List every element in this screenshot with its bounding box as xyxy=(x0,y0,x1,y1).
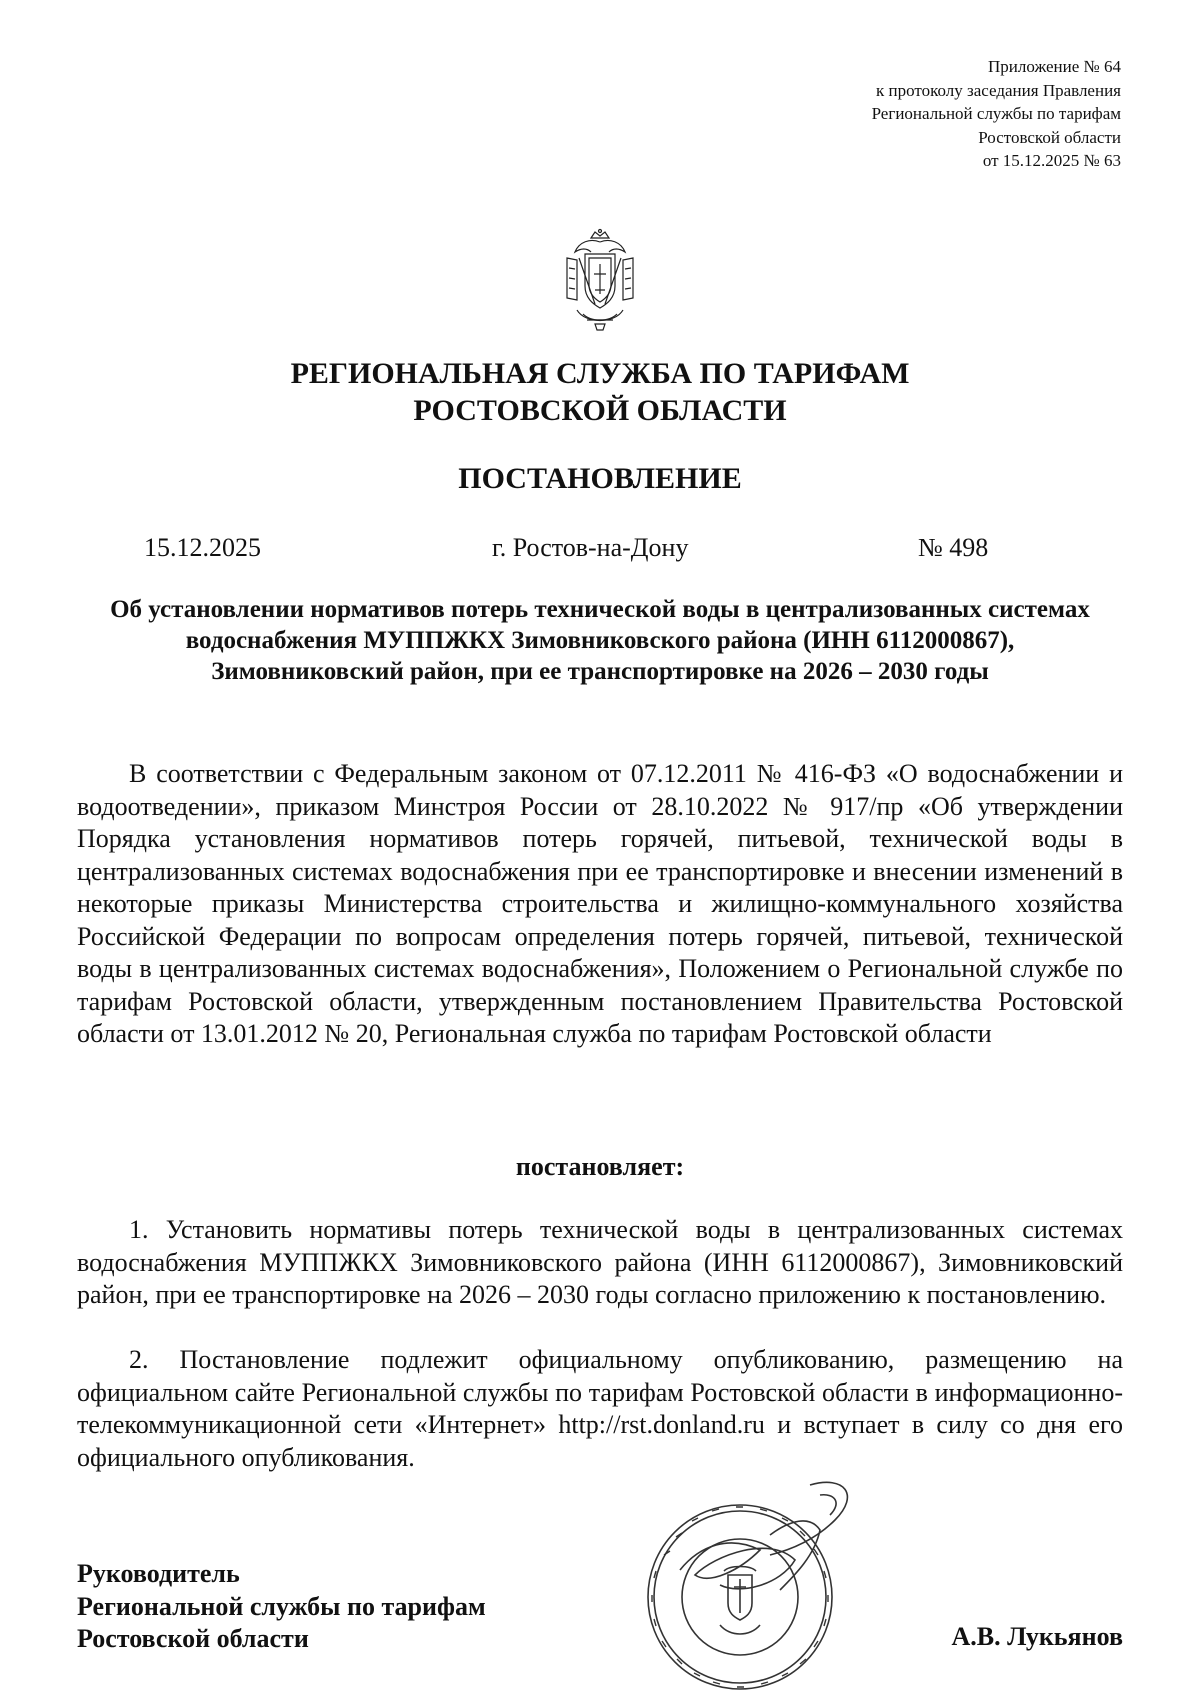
agency-name-line: РОСТОВСКОЙ ОБЛАСТИ xyxy=(413,394,787,427)
coat-of-arms-icon xyxy=(555,228,645,333)
document-date: 15.12.2025 xyxy=(144,533,261,562)
approval-line: Приложение № 64 xyxy=(988,57,1121,76)
document-number: № 498 xyxy=(918,533,989,562)
decree-item-2: 2. Постановление подлежит официальному опубликованию, размещению на официальном сайте Региональной службы по тарифам Ростовской области в информационно-телекоммуникационной сети «Интернет» http://rst.donland.ru и вступает в силу со дня его официального опубликования. xyxy=(77,1345,1123,1472)
official-seal-icon xyxy=(620,1475,890,1705)
approval-line: Региональной службы по тарифам xyxy=(871,104,1121,123)
decree-item-1: 1. Установить нормативы потерь технической воды в централизованных системах водоснабжения МУППЖКХ Зимовниковского района (ИНН 6112000867), Зимовниковский район, при ее транспортировке на 2026 – 2030 годы согласно приложению к постановлению. xyxy=(77,1215,1123,1309)
approval-line: к протоколу заседания Правления xyxy=(876,80,1121,100)
signer-title-line: Ростовской области xyxy=(77,1624,309,1653)
signer-title-line: Руководитель xyxy=(77,1559,240,1588)
document-type: ПОСТАНОВЛЕНИЕ xyxy=(458,462,742,495)
document-city: г. Ростов-на-Дону xyxy=(492,533,689,562)
decree-word: постановляет: xyxy=(515,1152,685,1181)
signer-title-line: Региональной службы по тарифам xyxy=(77,1591,486,1621)
approval-line: от 15.12.2025 № 63 xyxy=(982,151,1121,170)
signer-name: А.В. Лукьянов xyxy=(951,1622,1123,1651)
agency-name xyxy=(0,355,1200,429)
agency-name-line: РЕГИОНАЛЬНАЯ СЛУЖБА ПО ТАРИФАМ xyxy=(290,357,910,390)
approval-note xyxy=(872,55,1121,173)
signer-title xyxy=(77,1558,486,1656)
approval-line: Ростовской области xyxy=(978,127,1121,147)
document-subject: Об установлении нормативов потерь технической воды в централизованных системах водоснабжения МУППЖКХ Зимовниковского района (ИНН 6112000867), Зимовниковский район, при ее транспортировке на 2026 – 2030 годы xyxy=(110,596,1090,685)
preamble-paragraph: В соответствии с Федеральным законом от 07.12.2011 № 416-ФЗ «О водоснабжении и водоотведении», приказом Минстроя России от 28.10.2022 № 917/пр «Об утверждении Порядка установления нормативов потерь горячей, питьевой, технической воды в централизованных системах водоснабжения при ее транспортировке и внесении изменений в некоторые приказы Министерства строительства и жилищно-коммунального хозяйства Российской Федерации по вопросам определения потерь горячей, питьевой, технической воды в централизованных системах водоснабжения», Положением о Региональной службе по тарифам Ростовской области, утвержденным постановлением Правительства Ростовской области от 13.01.2012 № 20, Региональная служба по тарифам Ростовской области xyxy=(77,759,1123,1048)
